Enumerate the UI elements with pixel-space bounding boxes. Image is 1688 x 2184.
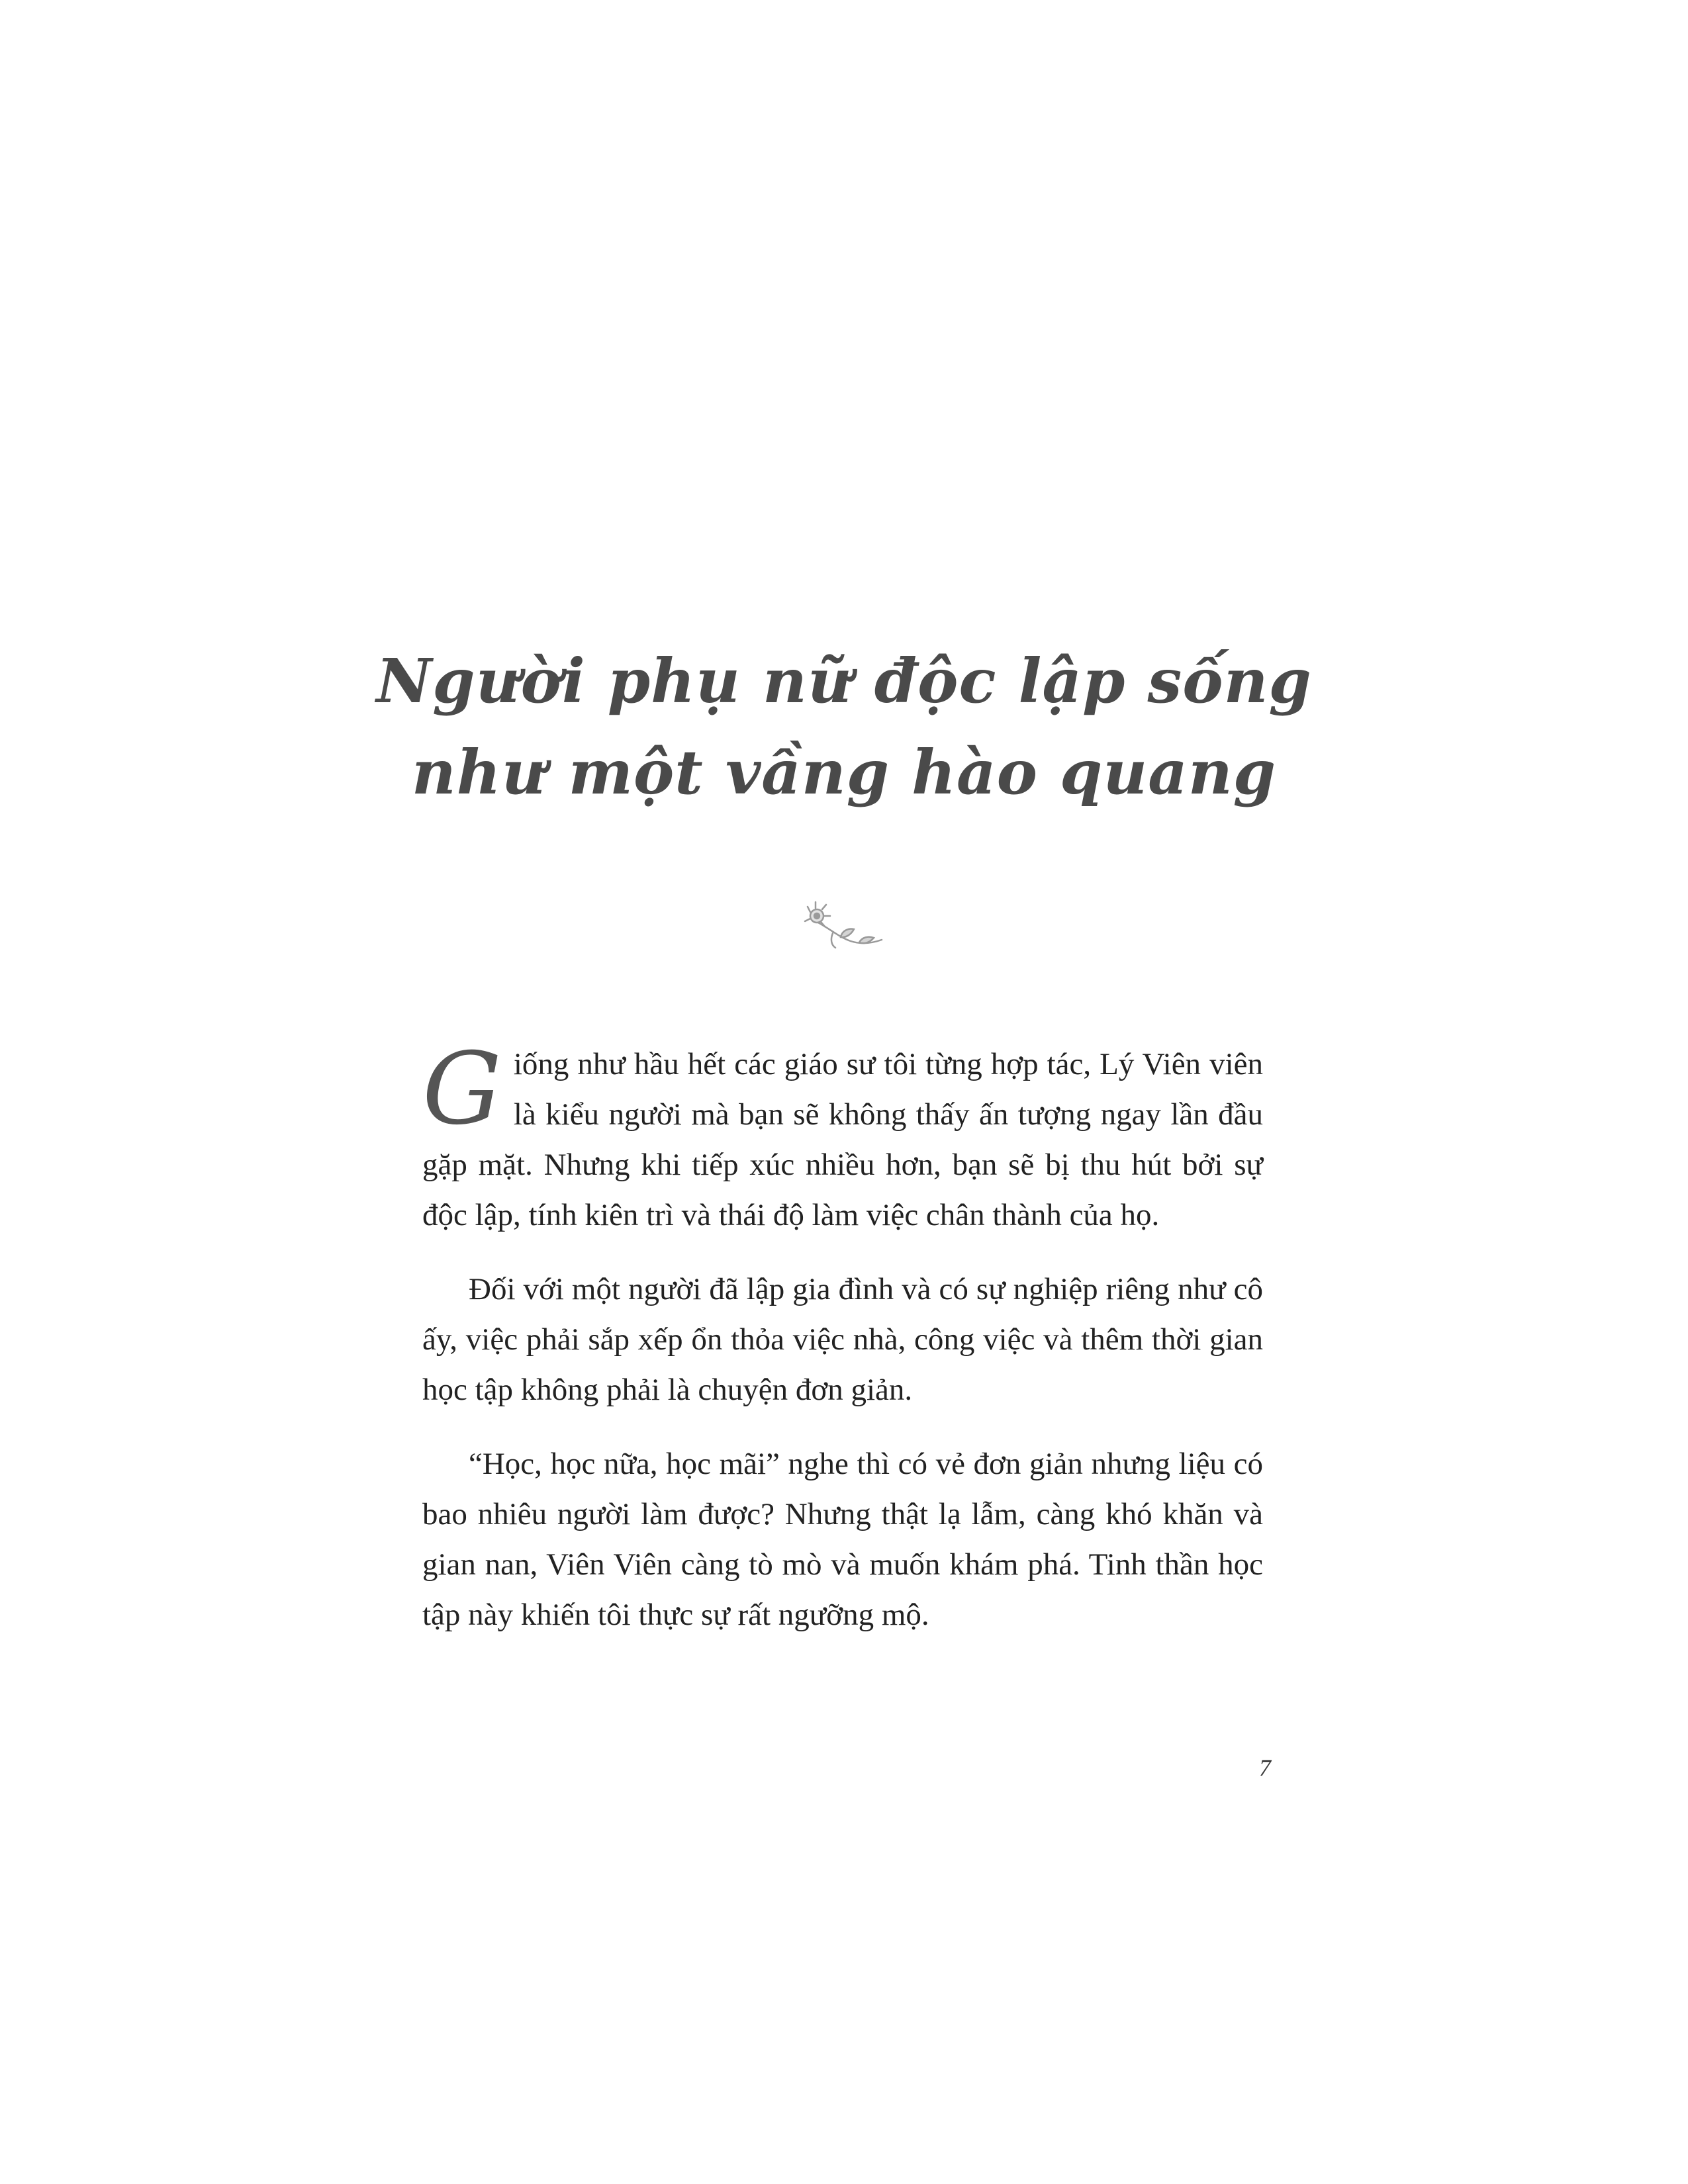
body-text xyxy=(422,1032,1263,1664)
chapter-title-line-2: như một vầng hào quang xyxy=(411,737,1277,808)
chapter-title-line-1: Người phụ nữ độc lập sống xyxy=(376,645,1312,717)
flower-sprig-icon xyxy=(801,900,887,953)
paragraph-2: Đối với một người đã lập gia đình và có sự nghiệp riêng như cô ấy, việc phải sắp xếp ổn thỏa việc nhà, công việc và thêm thời gian học tập không phải là chuyện đơn giản. xyxy=(422,1272,1263,1407)
chapter-title xyxy=(331,635,1357,818)
paragraph-1 xyxy=(422,1032,1263,1240)
drop-cap: G xyxy=(422,1032,502,1147)
paragraph-1-text: iống như hầu hết các giáo sư tôi từng hợp tác, Lý Viên viên là kiểu người mà bạn sẽ không thấy ấn tượng ngay lần đầu gặp mặt. Nhưng khi tiếp xúc nhiều hơn, bạn sẽ bị thu hút bởi sự độc lập, tính kiên trì và thái độ làm việc chân thành của họ. xyxy=(422,1047,1263,1232)
paragraph-3: “Học, học nữa, học mãi” nghe thì có vẻ đơn giản nhưng liệu có bao nhiêu người làm được? Nhưng thật lạ lẫm, càng khó khăn và gian nan, Viên Viên càng tò mò và muốn khám phá. Tinh thần học tập này khiến tôi thực sự rất ngưỡng mộ. xyxy=(422,1447,1263,1632)
page-number: 7 xyxy=(1259,1754,1271,1781)
